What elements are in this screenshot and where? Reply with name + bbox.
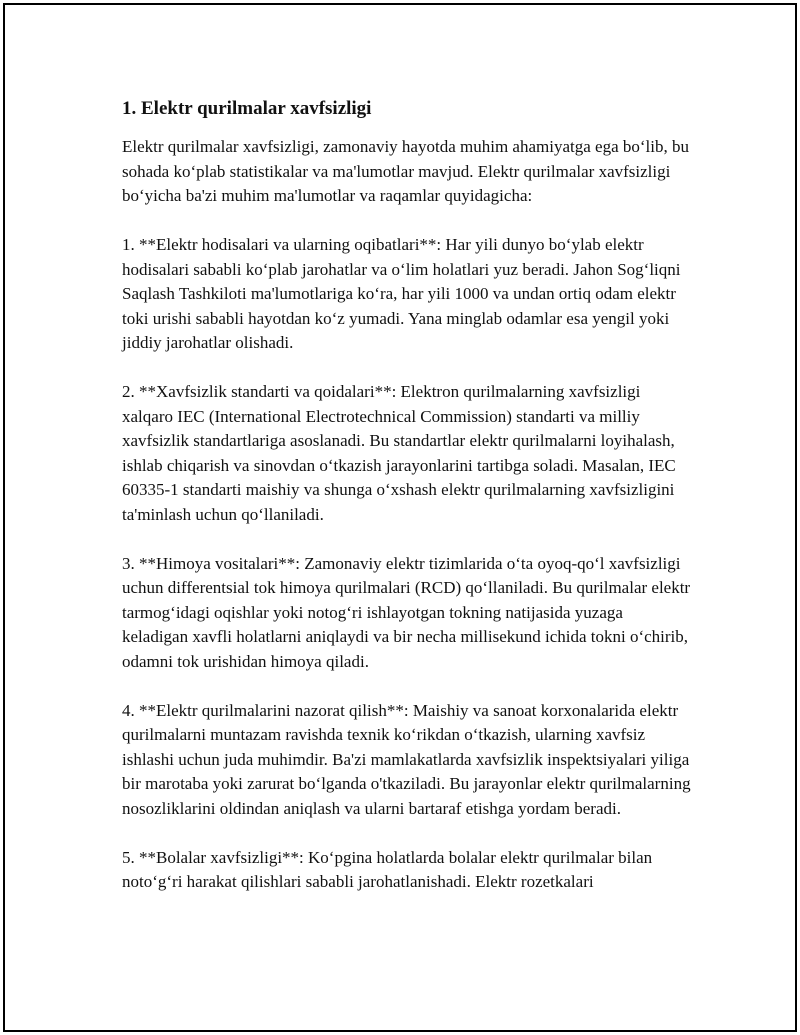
section-heading: 1. Elektr qurilmalar xavfsizligi xyxy=(122,98,372,119)
paragraph-electrical-incidents: 1. **Elektr hodisalari va ularning oqibatlari**: Har yili dunyo bo‘ylab elektr hodisalari sababli ko‘plab jarohatlar va o‘lim holatlari yuz beradi. Jahon Sog‘liqni Saqlash Tashkiloti ma'lumotlariga ko‘ra, har yili 1000 va undan ortiq odam elektr toki urishi sababli hayotdan ko‘z yumadi. Yana minglab odamlar esa yengil yoki jiddiy jarohatlar olishadi. xyxy=(122,235,681,352)
paragraph-safety-standards: 2. **Xavfsizlik standarti va qoidalari**: Elektron qurilmalarning xavfsizligi xalqaro IEC (International Electrotechnical Commission) standarti va milliy xavfsizlik standartlariga asoslanadi. Bu standartlar elektr qurilmalarni loyihalash, ishlab chiqarish va sinovdan o‘tkazish jarayonlarini tartibga soladi. Masalan, IEC 60335-1 standarti maishiy va shunga o‘xshash elektr qurilmalarning xavfsizligini ta'minlash uchun qo‘llaniladi. xyxy=(122,382,676,524)
intro-paragraph: Elektr qurilmalar xavfsizligi, zamonaviy hayotda muhim ahamiyatga ega bo‘lib, bu sohada ko‘plab statistikalar va ma'lumotlar mavjud. Elektr qurilmalar xavfsizligi bo‘yicha ba'zi muhim ma'lumotlar va raqamlar quyidagicha: xyxy=(122,137,689,205)
paragraph-protection-devices: 3. **Himoya vositalari**: Zamonaviy elektr tizimlarida o‘ta oyoq-qo‘l xavfsizligi uchun differentsial tok himoya qurilmalari (RCD) qo‘llaniladi. Bu qurilmalar elektr tarmog‘idagi oqishlar yoki notog‘ri ishlayotgan tokning natijasida yuzaga keladigan xavfli holatlarni aniqlaydi va bir necha millisekund ichida tokni o‘chirib, odamni tok urishidan himoya qiladi. xyxy=(122,553,691,671)
document-body xyxy=(122,95,692,919)
paragraph-inspection: 4. **Elektr qurilmalarini nazorat qilish**: Maishiy va sanoat korxonalarida elektr qurilmalarni muntazam ravishda texnik ko‘rikdan o‘tkazish, ularning xavfsiz ishlashi uchun juda muhimdir. Ba'zi mamlakatlarda xavfsizlik inspektsiyalari yiliga bir marotaba yoki zarurat bo‘lganda o'tkaziladi. Bu jarayonlar elektr qurilmalarning nosozliklarini oldindan aniqlash va ularni bartaraf etishga yordam beradi. xyxy=(122,700,691,818)
page-frame xyxy=(3,3,797,1032)
paragraph-child-safety: 5. **Bolalar xavfsizligi**: Ko‘pgina holatlarda bolalar elektr qurilmalar bilan noto‘g‘ri harakat qilishlari sababli jarohatlanishadi. Elektr rozetkalari xyxy=(122,847,653,891)
